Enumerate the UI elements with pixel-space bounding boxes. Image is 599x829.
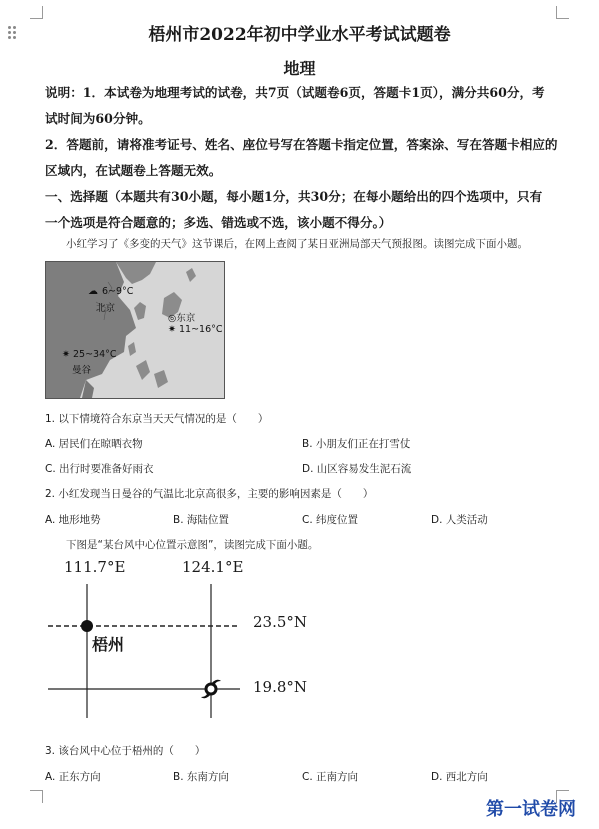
subject-title: 地理 — [283, 59, 316, 78]
instructions — [45, 80, 565, 236]
crop-mark — [30, 790, 43, 803]
intro-text: 小红学习了《多变的天气》这节课后，在网上查阅了某日亚洲局部天气预报图。读图完成下面小题。 — [66, 238, 528, 250]
note-line: 试时间为60分钟。 — [45, 111, 151, 126]
watermark: 第一试卷网 — [486, 799, 576, 820]
section-header: 一、选择题（本题共有30小题，每小题1分，共30分；在每小题给出的四个选项中，只有 — [45, 189, 543, 204]
map-label-beijing-temp: 6~9°C — [102, 286, 134, 297]
q3-option-c[interactable]: C. 正南方向 — [302, 771, 359, 783]
sun-icon: ✷ — [168, 324, 176, 335]
q1-option-a[interactable]: A. 居民们在晾晒衣物 — [45, 438, 143, 450]
latitude-label-1: 23.5°N — [253, 613, 308, 631]
tokyo-temp-value: 11~16°C — [179, 324, 223, 335]
crop-mark — [30, 6, 43, 19]
map-label-tokyo-name: 东京 — [176, 313, 196, 324]
wuzhou-dot — [81, 620, 93, 632]
city-label-wuzhou: 梧州 — [92, 635, 125, 654]
question-1-stem: 1. 以下情境符合东京当天天气情况的是（ ） — [45, 413, 269, 425]
typhoon-icon — [199, 677, 223, 701]
latitude-label-2: 19.8°N — [253, 678, 308, 696]
q2-option-c[interactable]: C. 纬度位置 — [302, 514, 359, 526]
q2-option-d[interactable]: D. 人类活动 — [431, 514, 488, 526]
sun-icon: ✷ — [62, 349, 70, 360]
map-label-beijing: 北京 — [96, 303, 116, 314]
note-line: 区域内，在试题卷上答题无效。 — [45, 163, 222, 178]
note-line: 2．答题前，请将准考证号、姓名、座位号写在答题卡指定位置，答案涂、写在答题卡相应的 — [45, 137, 558, 152]
longitude-label-2: 124.1°E — [182, 558, 244, 576]
crop-mark — [556, 6, 569, 19]
typhoon-diagram — [40, 558, 320, 718]
q1-option-d[interactable]: D. 山区容易发生泥石流 — [302, 463, 412, 475]
exam-title: 梧州市2022年初中学业水平考试试题卷 — [148, 25, 451, 45]
intro-text-2: 下图是“某台风中心位置示意图”，读图完成下面小题。 — [66, 539, 319, 551]
cloud-icon: ☁ — [88, 286, 98, 297]
section-header: 一个选项是符合题意的；多选、错选或不选，该小题不得分。） — [45, 215, 392, 230]
bangkok-temp-value: 25~34°C — [73, 349, 117, 360]
weather-map — [45, 261, 225, 399]
q2-option-b[interactable]: B. 海陆位置 — [173, 514, 229, 526]
map-label-bangkok-temp — [62, 349, 117, 360]
map-label-bangkok: 曼谷 — [72, 365, 92, 376]
note-line: 说明：1．本试卷为地理考试的试卷，共7页（试题卷6页，答题卡1页），满分共60分，考 — [45, 85, 545, 100]
question-2-stem: 2. 小红发现当日曼谷的气温比北京高很多，主要的影响因素是（ ） — [45, 488, 374, 500]
q1-option-c[interactable]: C. 出行时要准备好雨衣 — [45, 463, 154, 475]
q3-option-a[interactable]: A. 正东方向 — [45, 771, 101, 783]
question-3-stem: 3. 该台风中心位于梧州的（ ） — [45, 745, 206, 757]
map-label-tokyo-temp — [168, 324, 223, 335]
q1-option-b[interactable]: B. 小朋友们正在打雪仗 — [302, 438, 411, 450]
q3-option-d[interactable]: D. 西北方向 — [431, 771, 488, 783]
q2-option-a[interactable]: A. 地形地势 — [45, 514, 101, 526]
longitude-label-1: 111.7°E — [64, 558, 126, 576]
q3-option-b[interactable]: B. 东南方向 — [173, 771, 229, 783]
map-label-tokyo: ◎东京 — [168, 313, 196, 324]
